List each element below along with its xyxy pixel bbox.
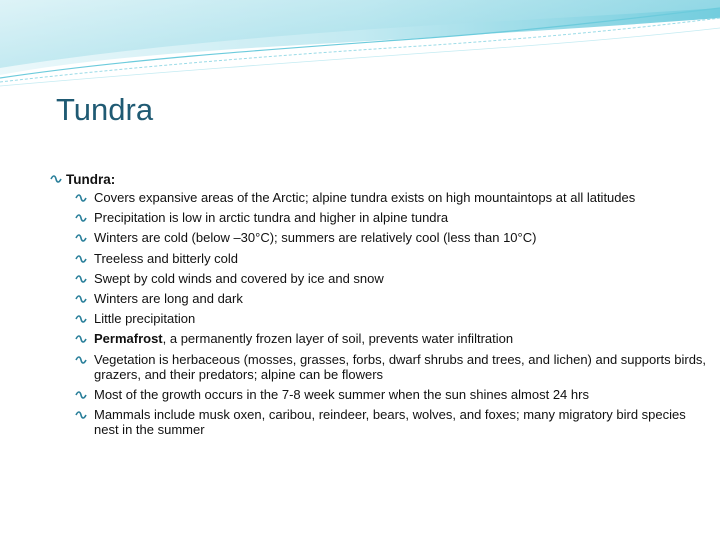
wave-bullet-icon <box>75 253 87 265</box>
level1-item <box>50 170 710 190</box>
wave-bullet-icon <box>75 354 87 366</box>
bullet-item <box>94 352 710 382</box>
bullet-text: Swept by cold winds and covered by ice and snow <box>94 270 384 286</box>
bullet-text: Little precipitation <box>94 311 196 327</box>
wave-bullet-icon <box>75 313 87 325</box>
wave-bullet-icon <box>75 389 87 401</box>
bullet-text: Precipitation is low in arctic tundra and higher in alpine tundra <box>94 210 449 226</box>
bullet-text: Vegetation is herbaceous (mosses, grasses, forbs, dwarf shrubs and trees, and lichen) and supports birds, grazers, and their predators; alpine can be flowers <box>94 351 707 382</box>
bullet-text: Most of the growth occurs in the 7-8 week summer when the sun shines almost 24 hrs <box>94 386 589 402</box>
bullet-item <box>94 210 710 225</box>
wave-bullet-icon <box>75 273 87 285</box>
bullet-item <box>94 251 710 266</box>
bullet-item <box>94 291 710 306</box>
slide-body <box>50 170 710 442</box>
level1-heading: Tundra: <box>66 172 116 187</box>
bullet-item <box>94 387 710 402</box>
bullet-item <box>94 407 710 437</box>
header-wave-banner <box>0 0 720 90</box>
bullet-text: Winters are cold (below –30°C); summers are relatively cool (less than 10°C) <box>94 230 537 246</box>
bullet-item <box>94 190 710 205</box>
bullet-text: Covers expansive areas of the Arctic; alpine tundra exists on high mountaintops at all latitudes <box>94 190 636 205</box>
slide-title: Tundra <box>56 92 154 127</box>
bullet-text: , a permanently frozen layer of soil, prevents water infiltration <box>162 331 514 347</box>
wave-bullet-icon <box>50 173 62 185</box>
bullet-text: Mammals include musk oxen, caribou, reindeer, bears, wolves, and foxes; many migratory bird species nest in the summer <box>94 406 686 437</box>
bullet-item <box>94 271 710 286</box>
bullet-list <box>50 190 710 437</box>
wave-bullet-icon <box>75 232 87 244</box>
bullet-text: Winters are long and dark <box>94 290 243 306</box>
wave-bullet-icon <box>75 192 87 204</box>
bullet-keyword: Permafrost <box>94 331 163 347</box>
wave-bullet-icon <box>75 293 87 305</box>
wave-bullet-icon <box>75 409 87 421</box>
wave-bullet-icon <box>75 212 87 224</box>
wave-bullet-icon <box>75 333 87 345</box>
bullet-text: Treeless and bitterly cold <box>94 250 239 266</box>
bullet-item <box>94 230 710 245</box>
bullet-item <box>94 331 710 346</box>
bullet-item <box>94 311 710 326</box>
